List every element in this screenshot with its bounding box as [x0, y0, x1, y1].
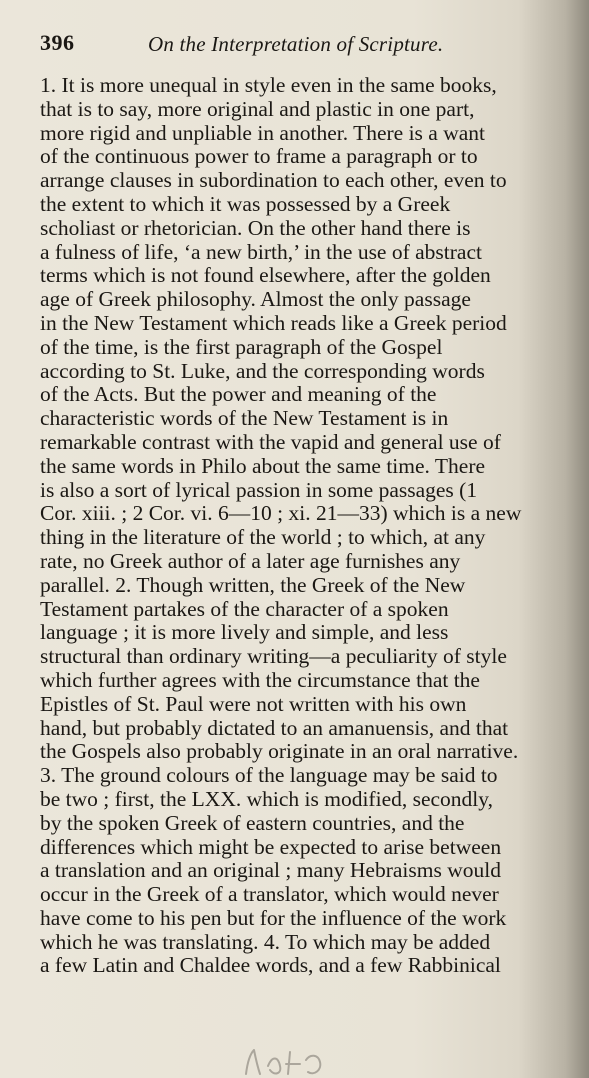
text-line: characteristic words of the New Testament is in	[40, 407, 449, 431]
text-line: scholiast or rhetorician. On the other hand there is	[40, 216, 471, 240]
text-line: the extent to which it was possessed by a Greek	[40, 192, 451, 216]
text-line: be two ; first, the LXX. which is modified, secondly,	[40, 787, 494, 811]
text-line: arrange clauses in subordination to each other, even to	[40, 169, 507, 193]
text-line: a few Latin and Chaldee words, and a few Rabbinical	[40, 954, 501, 978]
text-line: that is to say, more original and plastic in one part,	[40, 97, 475, 121]
text-line: the same words in Philo about the same time. There	[40, 454, 486, 478]
text-line: terms which is not found elsewhere, after the golden	[40, 264, 491, 288]
text-line: differences which might be expected to arise between	[40, 835, 502, 859]
text-line: have come to his pen but for the influence of the work	[40, 906, 507, 930]
text-line: Epistles of St. Paul were not written with his own	[40, 692, 467, 716]
page-number: 396	[40, 30, 75, 55]
text-line: a fulness of life, ‘a new birth,’ in the use of abstract	[40, 240, 482, 264]
text-line: which further agrees with the circumstance that the	[40, 668, 480, 692]
text-line: 3. The ground colours of the language may be said to	[40, 764, 498, 788]
text-line: thing in the literature of the world ; to which, at any	[40, 526, 486, 550]
handwritten-mark	[238, 1046, 338, 1076]
text-line: the Gospels also probably originate in an oral narrative.	[40, 740, 519, 764]
text-line: in the New Testament which reads like a Greek period	[40, 311, 507, 335]
text-line: remarkable contrast with the vapid and general use of	[40, 430, 501, 454]
text-line: of the continuous power to frame a paragraph or to	[40, 145, 478, 169]
text-line: more rigid and unpliable in another. There is a want	[40, 121, 486, 145]
text-line: hand, but probably dictated to an amanuensis, and that	[40, 716, 509, 740]
text-line: age of Greek philosophy. Almost the only passage	[40, 288, 471, 312]
text-line: is also a sort of lyrical passion in some passages (1	[40, 478, 478, 502]
text-line: Testament partakes of the character of a spoken	[40, 597, 449, 621]
page-header	[40, 30, 580, 60]
text-line: 1. It is more unequal in style even in the same books,	[40, 74, 497, 97]
text-line: language ; it is more lively and simple, and less	[40, 621, 449, 645]
text-line: structural than ordinary writing—a peculiarity of style	[40, 645, 507, 669]
text-line: parallel. 2. Though written, the Greek of the New	[40, 573, 466, 597]
body-text	[40, 74, 588, 978]
running-title: On the Interpretation of Scripture.	[148, 32, 444, 56]
text-line: Cor. xiii. ; 2 Cor. vi. 6—10 ; xi. 21—33) which is a new	[40, 502, 522, 526]
text-line: of the Acts. But the power and meaning of the	[40, 383, 437, 407]
text-line: according to St. Luke, and the corresponding words	[40, 359, 485, 383]
text-line: by the spoken Greek of eastern countries, and the	[40, 811, 465, 835]
text-line: a translation and an original ; many Hebraisms would	[40, 859, 501, 883]
text-line: rate, no Greek author of a later age furnishes any	[40, 549, 461, 573]
text-line: which he was translating. 4. To which may be added	[40, 930, 491, 954]
text-line: of the time, is the first paragraph of the Gospel	[40, 335, 443, 359]
text-line: occur in the Greek of a translator, which would never	[40, 883, 499, 907]
